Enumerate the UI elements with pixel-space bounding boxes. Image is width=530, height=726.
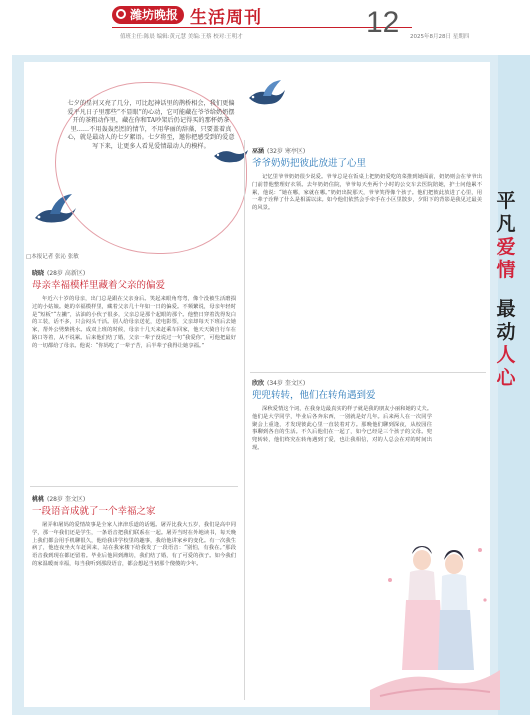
side-title-char: 平: [496, 190, 516, 212]
article-body: 屠弄和屠妈的爱情故事是全家人津津乐道的话题。屠弄比我大五岁，我们是高中同学，那一年我们还是学生，一条语音把我们联系在一起。屠弄当时在外地读书，每天晚上我们都会用手机聊很久，他给我讲学校里的趣事，我给他讲家乡的变化。有一次我生病了，他连夜坐火车赶回来，站在我家楼下给我发了一段语音：“别怕，有我在。”那段语音我到现在都还留着。毕业后他回到潍坊，我们结了婚，有了可爱的孩子。如今我们的家温暖而幸福，每当我听到那段语音，都会想起当初那个傻傻的少年。: [32, 522, 236, 567]
editor-credits: 值班主任:陈晨 编辑:黄元慧 美编:王蔡 校对:王明才: [120, 34, 243, 40]
reporter-credit: □本报记者 张沁 张敏: [26, 254, 79, 260]
article-title: 一段语音成就了一个幸福之家: [32, 506, 156, 517]
article-byline: [252, 378, 432, 387]
masthead: [112, 6, 263, 28]
section-title: 生活周刊: [190, 7, 263, 28]
author-meta: (28岁 奎文区): [47, 496, 86, 503]
side-title-char: 爱: [496, 236, 516, 258]
side-title-char: 动: [496, 321, 516, 343]
side-title-char: 最: [496, 298, 516, 320]
page-header: [0, 0, 530, 48]
side-title-char: 凡: [496, 213, 516, 235]
article-body: 记忆里爷爷奶奶很少说爱。爷爷总是在饭桌上把奶奶爱吃的菜推到她面前，奶奶则会在爷爷出门前替他整理好衣领。去年奶奶住院，爷爷每天坐两个小时的公交车去医院陪她，护士问他累不累，他说：“她在哪，家就在哪。”奶奶出院那天，爷爷笑得像个孩子。他们把彼此放进了心里，用一辈子诠释了什么是相濡以沫。如今他们依然会手牵手在小区里散步，夕阳下的背影是我见过最美的风景。: [252, 174, 482, 212]
intro-text: 七夕的星河又亮了几分，可比起神话里的鹊桥相会，我们更偏爱平凡日子里那些“不显眼”的心动，它可能藏在爷爷给奶奶摆开的茶粗动作里，藏在你和TA吵架后仍记得买的那杯奶茶里……不用轰轰烈烈的情节，不用华丽的辞藻，只要盖着真心，就是最动人的七夕絮语。七夕将至，邀你把感受到的爱意写下来，让更多人看见爱情最动人的模样。: [67, 100, 235, 150]
article-body: 年近六十岁的母亲，出门总是跟在父亲身后。笑起来眼角弯弯，像个没被生活磨损过的小姑娘。她的幸福模样里，藏着父亲几十年如一日的偏爱。不频繁说，母亲年轻时是“短板”“左撇”，沾油的小伙子很多，父亲总是那个起眼的那个。他整日穿着洗得发白的工装，话不多，只会闷头干活。别人给母亲送花，送电影票，父亲却每天下班后去她家，帮外公劈柴挑水。成双上班的时候，母亲十几天来赶乘车回家，他天天骑自行车在路口等着，从不说累。后来他们结了婚，父亲一辈子没说过一句“我爱你”，可他把最好的一切都给了母亲。他说：“你妈吃了一辈子苦，后半辈子我得让她享福。”: [32, 296, 236, 349]
author-name: 巫涵: [252, 148, 265, 155]
article-title: 爷爷奶奶把彼此放进了心里: [252, 158, 367, 169]
column-divider: [244, 140, 245, 700]
author-meta: (28岁 高新区): [47, 270, 86, 277]
article-1: [32, 268, 236, 480]
article-divider: [250, 372, 486, 373]
author-meta: (32岁 寒亭区): [267, 148, 306, 155]
side-title: [486, 190, 526, 390]
page-number: 12: [366, 6, 400, 39]
author-meta: (34岁 奎文区): [267, 380, 306, 387]
article-body: 深秋爱情这个词，在我身边最真实的样子就是我的朋友小丽和她的丈夫。他们是大学同学，毕业后各奔东西，一别就是好几年。后来两人在一次同学聚会上重逢，才发现彼此心里一直装着对方。那晚他们聊到深夜，从校园往事聊到各自的生活。不久后他们在一起了，如今已经是三个孩子的父母。兜兜转转，他们终究在转角遇到了爱，也让我相信，对的人总会在对的时间出现。: [252, 406, 432, 451]
author-name: 欣欣: [252, 380, 265, 387]
article-2: [32, 494, 236, 700]
article-title: 兜兜转转，他们在转角遇到爱: [252, 390, 376, 401]
side-title-char: 情: [496, 259, 516, 281]
article-3: [252, 146, 482, 366]
paper-logo: 潍坊晚报: [112, 6, 184, 24]
magpie-illustration-top: [245, 78, 289, 118]
article-byline: [32, 494, 236, 503]
article-byline: [32, 268, 236, 277]
article-byline: [252, 146, 482, 155]
side-title-char: 人: [496, 344, 516, 366]
author-name: 桃桃: [32, 496, 45, 503]
author-name: 晓晓: [32, 270, 45, 277]
side-title-char: 心: [496, 367, 516, 389]
article-divider: [30, 486, 238, 487]
side-title-gap: [486, 282, 526, 298]
article-title: 母亲幸福模样里藏着父亲的偏爱: [32, 280, 166, 291]
issue-date: 2025年8月28日 星期四: [410, 34, 470, 40]
couple-illustration: [370, 520, 500, 710]
